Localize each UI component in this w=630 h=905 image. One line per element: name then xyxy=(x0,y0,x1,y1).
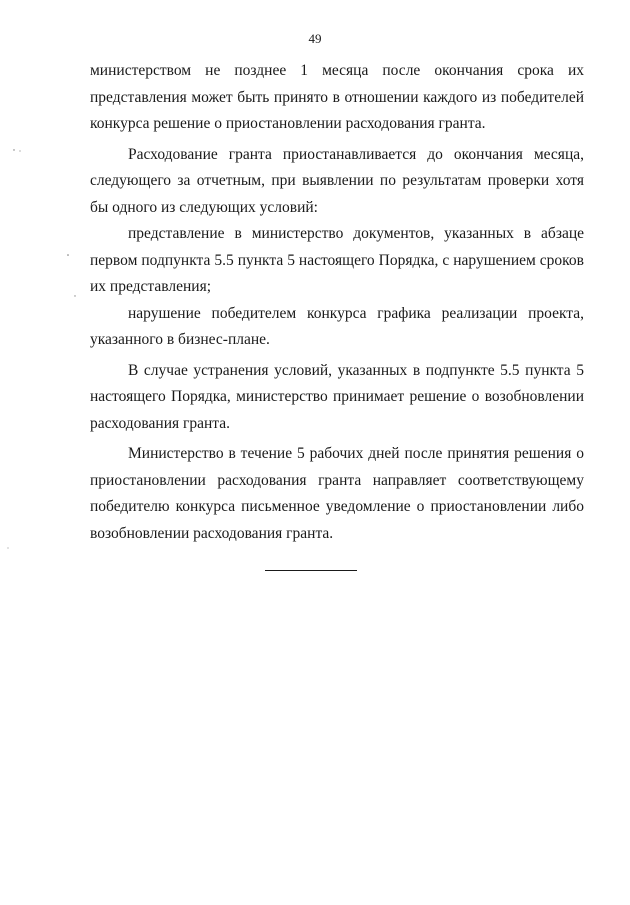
paragraph-condition-schedule: нарушение победителем конкурса графика реализации проекта, указанного в бизнес-плане. xyxy=(90,304,584,348)
paragraph-resumption: В случае устранения условий, указанных в подпункте 5.5 пункта 5 настоящего Порядка, министерство принимает решение о возобновлении расходования гранта. xyxy=(90,361,584,432)
paragraph-suspension-conditions: Расходование гранта приостанавливается до окончания месяца, следующего за отчетным, при выявлении по результатам проверки хотя бы одного из следующих условий: xyxy=(90,145,584,216)
paragraph-condition-documents: представление в министерство документов, указанных в абзаце первом подпункта 5.5 пункта 5 настоящего Порядка, с нарушением сроков их представления; xyxy=(90,225,584,295)
page-number: 49 xyxy=(308,31,322,46)
paragraph-continuation: министерством не позднее 1 месяца после окончания срока их представления может быть принято в отношении каждого из победителей конкурса решение о приостановлении расходования гранта. xyxy=(90,62,584,132)
document-body xyxy=(90,58,584,547)
end-separator-line xyxy=(265,570,357,571)
paragraph-notification: Министерство в течение 5 рабочих дней после принятия решения о приостановлении расходования гранта направляет соответствующему победителю конкурса письменное уведомление о приостановлении либо возобновлении расходования гранта. xyxy=(90,445,584,542)
